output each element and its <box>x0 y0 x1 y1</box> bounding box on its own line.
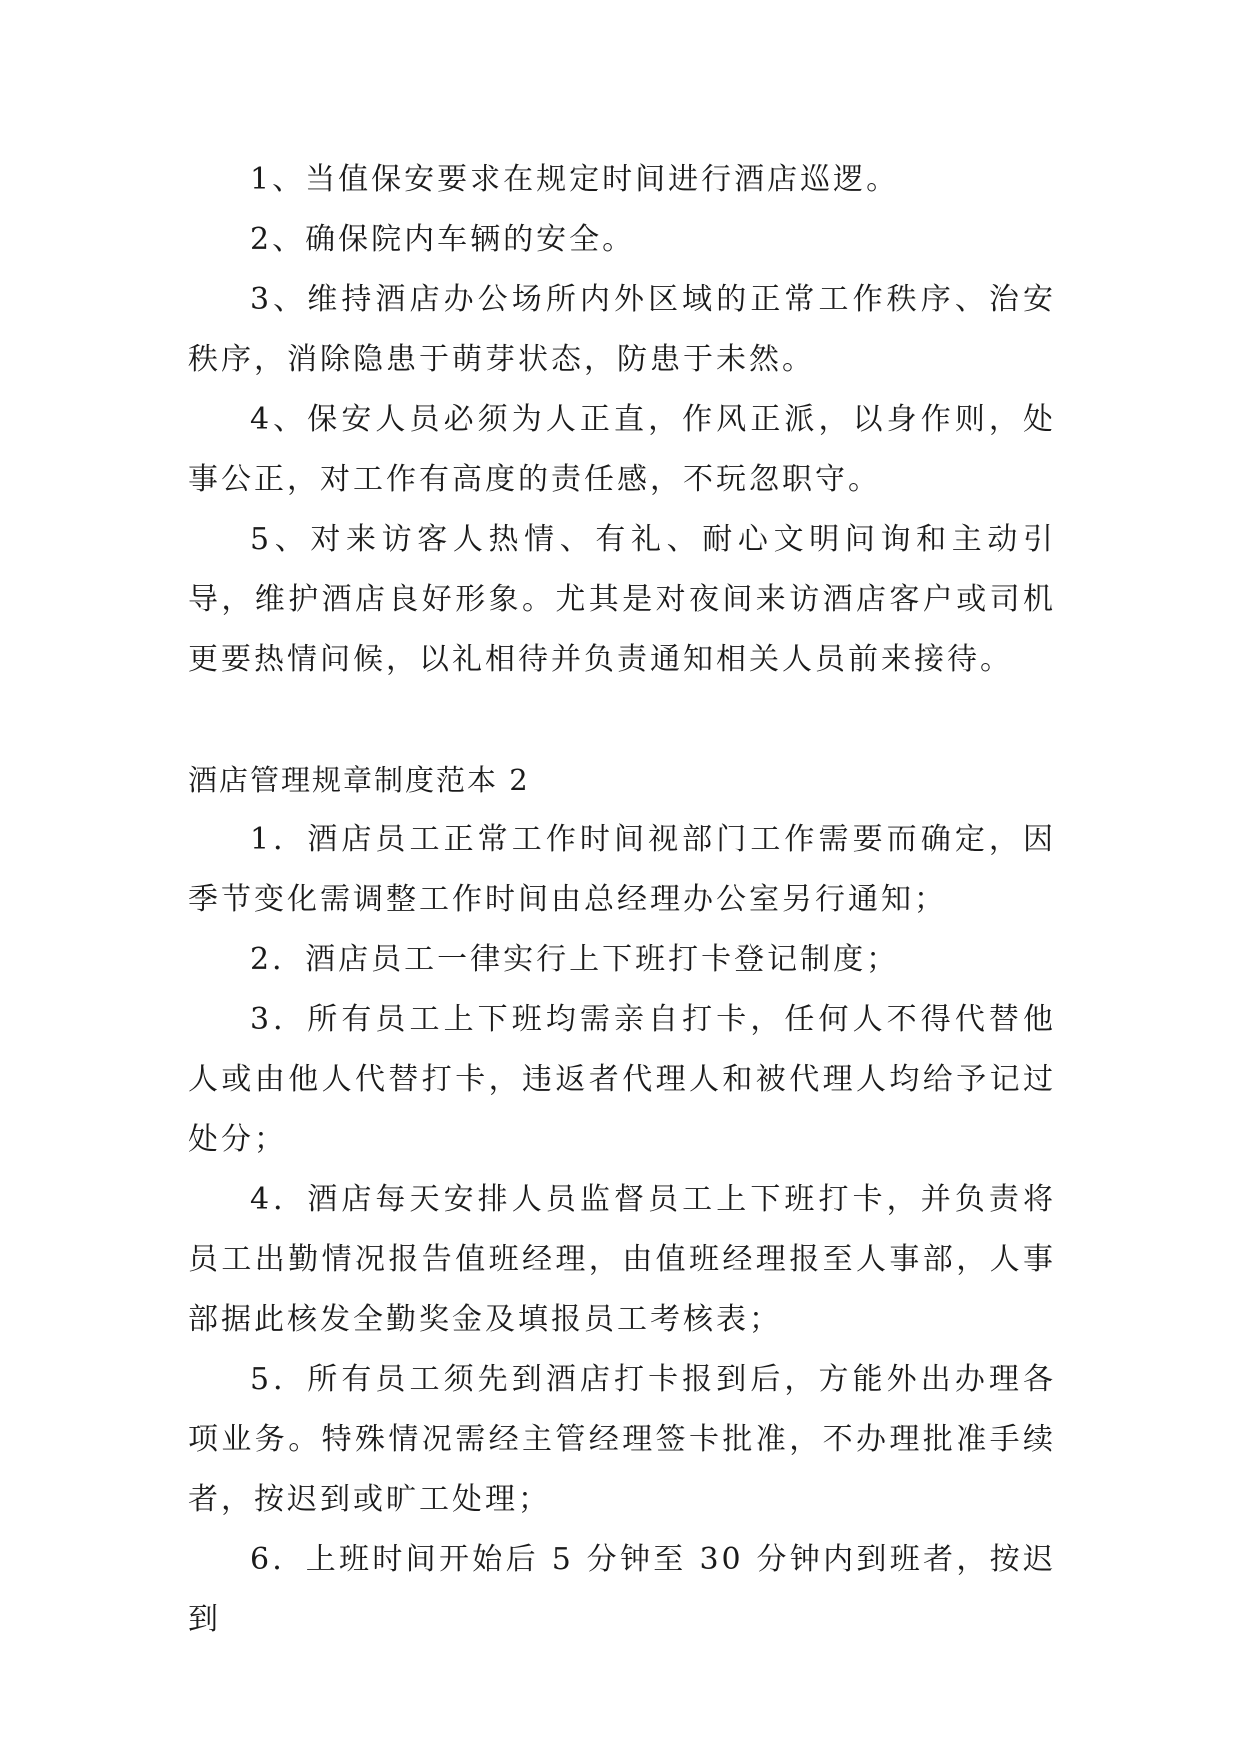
attendance-rule-6: 6．上班时间开始后 5 分钟至 30 分钟内到班者，按迟到 <box>188 1542 1056 1637</box>
attendance-rule-5: 5．所有员工须先到酒店打卡报到后，方能外出办理各项业务。特殊情况需经主管经理签卡批准，不办理批准手续者，按迟到或旷工处理； <box>188 1362 1056 1517</box>
attendance-rule-4: 4．酒店每天安排人员监督员工上下班打卡，并负责将员工出勤情况报告值班经理，由值班经理报至人事部，人事部据此核发全勤奖金及填报员工考核表； <box>188 1182 1056 1337</box>
section-attendance-rules <box>188 750 1056 1650</box>
attendance-rule-1: 1．酒店员工正常工作时间视部门工作需要而确定，因季节变化需调整工作时间由总经理办公室另行通知； <box>188 822 1056 917</box>
security-rule-1: 1、当值保安要求在规定时间进行酒店巡逻。 <box>250 162 900 197</box>
security-rule-3: 3、维持酒店办公场所内外区域的正常工作秩序、治安秩序，消除隐患于萌芽状态，防患于未然。 <box>188 282 1056 377</box>
document-body <box>188 150 1056 1650</box>
security-rule-4: 4、保安人员必须为人正直，作风正派，以身作则，处事公正，对工作有高度的责任感，不玩忽职守。 <box>188 402 1056 497</box>
security-rule-2: 2、确保院内车辆的安全。 <box>250 222 636 257</box>
section-title: 酒店管理规章制度范本 2 <box>188 763 530 797</box>
attendance-rule-3: 3．所有员工上下班均需亲自打卡，任何人不得代替他人或由他人代替打卡，违返者代理人和被代理人均给予记过处分； <box>188 1002 1056 1157</box>
section-divider-space <box>188 690 1056 750</box>
attendance-rule-2: 2．酒店员工一律实行上下班打卡登记制度； <box>250 942 900 977</box>
section-security-rules <box>188 150 1056 690</box>
security-rule-5: 5、对来访客人热情、有礼、耐心文明问询和主动引导，维护酒店良好形象。尤其是对夜间来访酒店客户或司机更要热情问候，以礼相待并负责通知相关人员前来接待。 <box>188 522 1056 677</box>
